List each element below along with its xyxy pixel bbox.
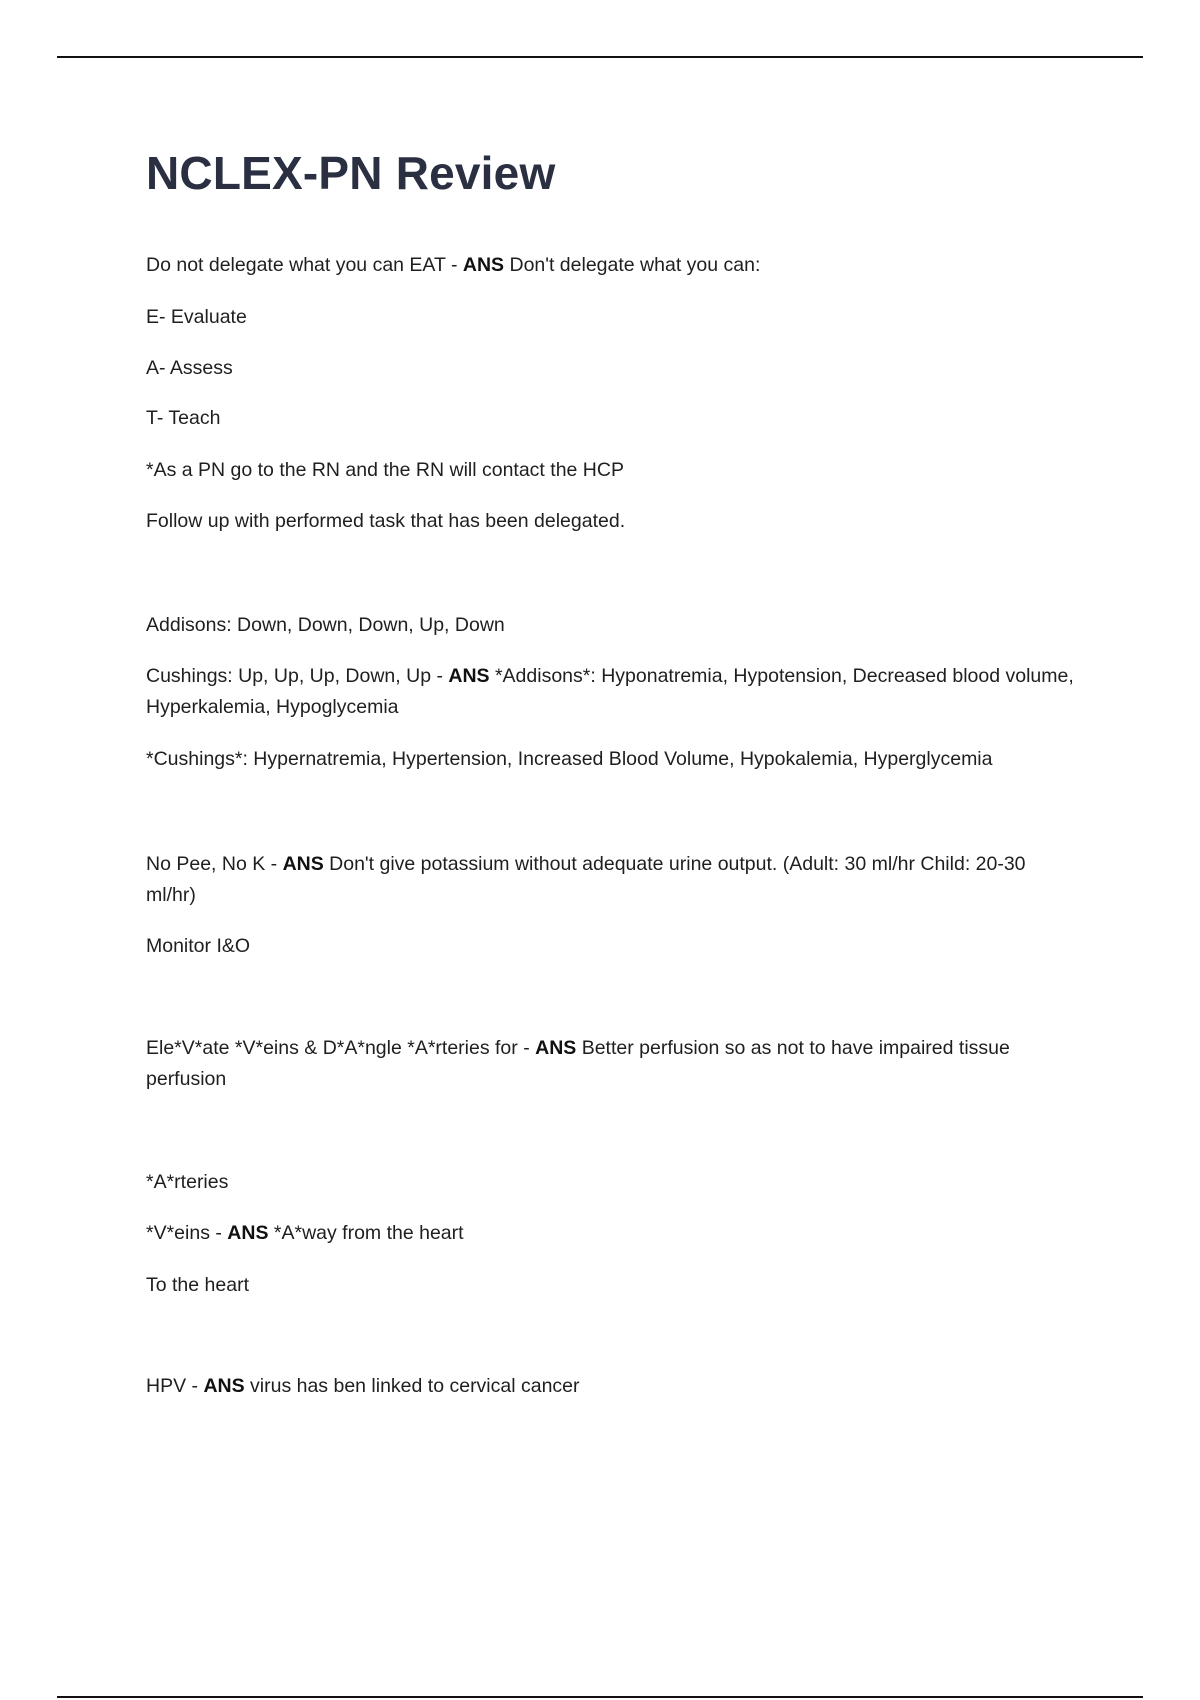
card-question: No Pee, No K - ANS Don't give potassium without adequate urine output. (Adult: 30 ml/hr Child: 20-30 ml/hr): [146, 853, 1026, 906]
card-answer-line: E- Evaluate: [146, 306, 247, 328]
card-question: HPV - ANS virus has ben linked to cervical cancer: [146, 1375, 580, 1397]
ans-label: ANS: [282, 853, 324, 875]
bottom-rule: [57, 1696, 1143, 1698]
page-title: NCLEX-PN Review: [146, 147, 556, 199]
card-question: Addisons: Down, Down, Down, Up, Down: [146, 614, 505, 636]
card-answer-line: A- Assess: [146, 357, 233, 379]
ans-label: ANS: [535, 1037, 577, 1059]
card-answer-line: T- Teach: [146, 407, 221, 429]
card-answer-line: Monitor I&O: [146, 935, 251, 957]
ans-label: ANS: [227, 1222, 269, 1244]
card-answer-line: *As a PN go to the RN and the RN will contact the HCP: [146, 459, 624, 481]
card-question: *A*rteries: [146, 1171, 229, 1193]
card-answer-line: To the heart: [146, 1274, 249, 1296]
card-answer-line: *Cushings*: Hypernatremia, Hypertension, Increased Blood Volume, Hypokalemia, Hyperglycemia: [146, 748, 993, 770]
card-question: Ele*V*ate *V*eins & D*A*ngle *A*rteries for - ANS Better perfusion so as not to have impaired tissue perfusion: [146, 1037, 1010, 1090]
card-question: Cushings: Up, Up, Up, Down, Up - ANS *Addisons*: Hyponatremia, Hypotension, Decreased blood volume, Hyperkalemia, Hypoglycemia: [146, 665, 1074, 718]
card-question: *V*eins - ANS *A*way from the heart: [146, 1222, 464, 1244]
ans-label: ANS: [203, 1375, 245, 1397]
card-question: Do not delegate what you can EAT - ANS Don't delegate what you can:: [146, 254, 761, 276]
ans-label: ANS: [448, 665, 490, 687]
top-rule: [57, 56, 1143, 58]
card-answer-line: Follow up with performed task that has been delegated.: [146, 510, 626, 532]
ans-label: ANS: [462, 254, 505, 276]
